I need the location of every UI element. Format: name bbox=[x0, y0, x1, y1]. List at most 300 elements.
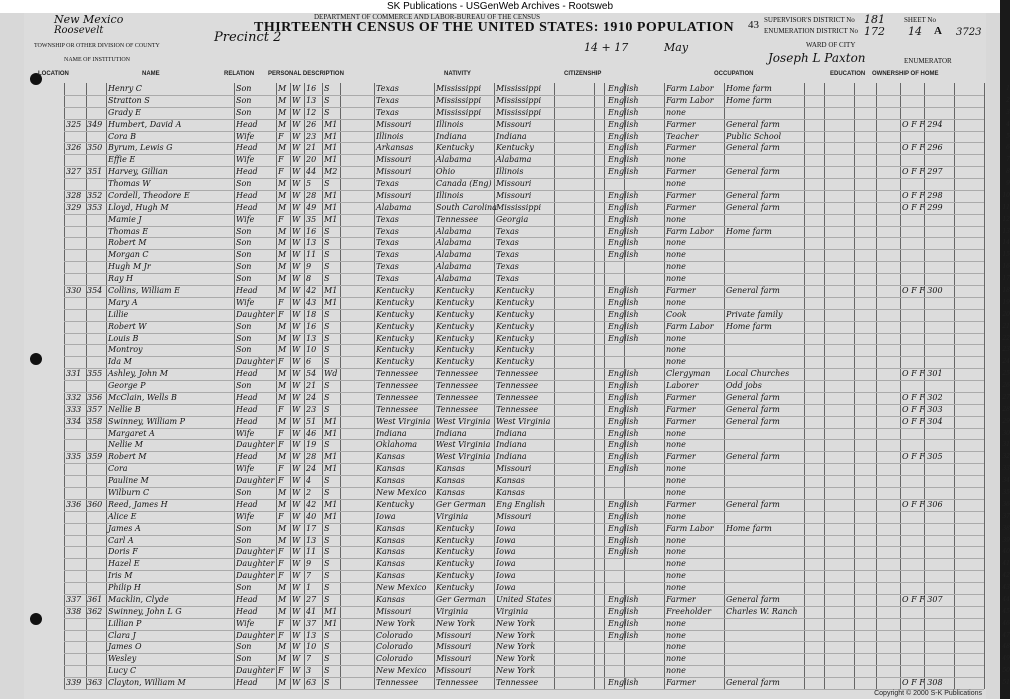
table-row bbox=[64, 380, 1010, 392]
cell-rel: Head bbox=[236, 190, 258, 200]
column-heading: OWNERSHIP OF HOME bbox=[872, 71, 939, 77]
cell-fam: 353 bbox=[87, 202, 103, 212]
cell-name: Doris F bbox=[108, 547, 138, 557]
cell-birth: Missouri bbox=[376, 606, 412, 616]
line-number: 1 bbox=[1006, 85, 1010, 92]
cell-fbirth: Ohio bbox=[436, 167, 456, 177]
cell-sex: M bbox=[278, 452, 287, 462]
cell-fbirth: Tennessee bbox=[436, 404, 479, 414]
department-heading: DEPARTMENT OF COMMERCE AND LABOR-BUREAU OF THE CENSUS bbox=[314, 13, 541, 21]
cell-mbirth: New York bbox=[496, 630, 536, 640]
cell-fbirth: Kentucky bbox=[436, 547, 474, 557]
cell-rel: Daughter bbox=[236, 559, 275, 569]
cell-fbirth: Mississippi bbox=[436, 95, 482, 105]
cell-own: O F F 294 bbox=[902, 119, 943, 129]
table-row bbox=[64, 487, 1010, 499]
cell-fbirth: Kentucky bbox=[436, 583, 474, 593]
cell-ind: Home farm bbox=[726, 226, 772, 236]
cell-sex: M bbox=[278, 250, 287, 260]
cell-dw: 338 bbox=[66, 606, 82, 616]
cell-age: 10 bbox=[306, 642, 317, 652]
line-number: 8 bbox=[1006, 168, 1010, 176]
cell-ms: S bbox=[324, 357, 330, 367]
line-number: 48 bbox=[1002, 643, 1010, 651]
table-row bbox=[64, 475, 1010, 487]
cell-fbirth: West Virginia bbox=[436, 440, 491, 450]
cell-ms: S bbox=[324, 488, 330, 497]
cell-occ: none bbox=[666, 333, 686, 343]
cell-sex: M bbox=[278, 202, 287, 212]
cell-fbirth: Virginia bbox=[436, 511, 469, 521]
cell-occ: none bbox=[666, 297, 686, 307]
cell-rel: Head bbox=[236, 369, 258, 379]
cell-ms: M1 bbox=[324, 190, 338, 200]
line-number: 45 bbox=[1002, 607, 1010, 615]
cell-mbirth: Texas bbox=[496, 262, 519, 272]
cell-ms: S bbox=[324, 381, 330, 391]
cell-age: 28 bbox=[306, 452, 317, 462]
cell-dw: 336 bbox=[66, 499, 82, 509]
cell-name: Hazel E bbox=[108, 559, 140, 569]
cell-birth: New Mexico bbox=[376, 666, 427, 676]
cell-race: W bbox=[292, 345, 301, 355]
cell-rel: Son bbox=[236, 345, 252, 355]
cell-sex: M bbox=[278, 535, 287, 545]
cell-race: W bbox=[292, 309, 301, 319]
cell-ms: S bbox=[324, 559, 330, 569]
cell-age: 28 bbox=[306, 190, 317, 200]
cell-ms: M1 bbox=[324, 464, 338, 474]
cell-ind: Home farm bbox=[726, 321, 772, 331]
cell-race: W bbox=[292, 440, 301, 450]
line-number: 23 bbox=[1002, 346, 1010, 354]
cell-name: Robert M bbox=[108, 452, 147, 462]
cell-ms: M1 bbox=[324, 202, 338, 212]
table-row bbox=[64, 677, 1010, 689]
cell-mbirth: Texas bbox=[496, 226, 519, 236]
cell-lang: English bbox=[608, 309, 639, 319]
cell-name: Lillian P bbox=[108, 618, 142, 628]
cell-fbirth: Kentucky bbox=[436, 333, 474, 343]
cell-sex: F bbox=[278, 440, 284, 450]
cell-ms: M1 bbox=[324, 452, 338, 462]
cell-mbirth: Mississippi bbox=[496, 84, 542, 93]
cell-fbirth: Mississippi bbox=[436, 84, 482, 93]
cell-mbirth: Virginia bbox=[496, 606, 529, 616]
cell-name: Byrum, Lewis G bbox=[108, 143, 173, 153]
table-row bbox=[64, 321, 1010, 333]
cell-occ: none bbox=[666, 274, 686, 284]
cell-age: 49 bbox=[306, 202, 317, 212]
cell-race: W bbox=[292, 583, 301, 593]
cell-fam: 357 bbox=[87, 404, 103, 414]
cell-name: Swinney, John L G bbox=[108, 606, 182, 616]
cell-race: W bbox=[292, 392, 301, 402]
table-row bbox=[64, 404, 1010, 416]
cell-rel: Daughter bbox=[236, 476, 275, 486]
cell-name: Lillie bbox=[108, 309, 129, 319]
cell-fbirth: Missouri bbox=[436, 642, 472, 652]
cell-age: 40 bbox=[306, 511, 317, 521]
cell-mbirth: Tennessee bbox=[496, 381, 539, 391]
cell-occ: none bbox=[666, 666, 686, 676]
line-number: 24 bbox=[1002, 358, 1010, 366]
cell-race: W bbox=[292, 535, 301, 545]
cell-age: 13 bbox=[306, 333, 317, 343]
table-row bbox=[64, 83, 1010, 95]
cell-age: 42 bbox=[306, 286, 317, 295]
cell-rel: Head bbox=[236, 143, 258, 153]
cell-age: 41 bbox=[306, 606, 317, 616]
cell-ind: General farm bbox=[726, 678, 780, 688]
cell-mbirth: Missouri bbox=[496, 119, 532, 129]
binder-hole-icon bbox=[30, 353, 42, 365]
cell-ms: S bbox=[324, 309, 330, 319]
cell-birth: Tennessee bbox=[376, 404, 419, 414]
cell-mbirth: New York bbox=[496, 654, 536, 664]
cell-fam: 351 bbox=[87, 167, 103, 177]
column-heading: LOCATION bbox=[38, 71, 69, 77]
cell-sex: M bbox=[278, 488, 287, 497]
cell-lang: English bbox=[608, 250, 639, 260]
cell-rel: Wife bbox=[236, 214, 255, 224]
cell-age: 23 bbox=[306, 404, 317, 414]
cell-ms: M1 bbox=[324, 618, 338, 628]
cell-birth: Missouri bbox=[376, 167, 412, 177]
cell-fbirth: Kentucky bbox=[436, 297, 474, 307]
cell-race: W bbox=[292, 262, 301, 272]
line-number: 5 bbox=[1006, 132, 1010, 140]
column-heading: EDUCATION bbox=[830, 71, 866, 77]
cell-lang: English bbox=[608, 594, 639, 604]
cell-race: W bbox=[292, 143, 301, 153]
cell-ms: Wd bbox=[324, 369, 338, 379]
cell-race: W bbox=[292, 678, 301, 688]
cell-occ: Farmer bbox=[666, 416, 696, 426]
cell-ms: S bbox=[324, 630, 330, 640]
cell-race: W bbox=[292, 571, 301, 581]
cell-lang: English bbox=[608, 618, 639, 628]
cell-own: O F F 300 bbox=[902, 286, 943, 295]
cell-occ: none bbox=[666, 630, 686, 640]
cell-lang: English bbox=[608, 404, 639, 414]
cell-fbirth: Alabama bbox=[436, 262, 472, 272]
table-row bbox=[64, 226, 1010, 238]
column-rule bbox=[984, 83, 985, 689]
cell-birth: Kansas bbox=[376, 535, 405, 545]
line-number: 42 bbox=[1002, 572, 1010, 580]
cell-birth: Missouri bbox=[376, 119, 412, 129]
cell-fbirth: South Carolina bbox=[436, 202, 497, 212]
cell-occ: none bbox=[666, 464, 686, 474]
cell-name: Thomas E bbox=[108, 226, 149, 236]
cell-mbirth: Texas bbox=[496, 274, 519, 284]
cell-age: 54 bbox=[306, 369, 317, 379]
cell-birth: Texas bbox=[376, 107, 399, 117]
cell-birth: Texas bbox=[376, 95, 399, 105]
cell-ms: S bbox=[324, 523, 330, 533]
cell-occ: none bbox=[666, 214, 686, 224]
table-row bbox=[64, 594, 1010, 606]
enumerated-month: May bbox=[664, 41, 689, 54]
cell-name: McClain, Wells B bbox=[108, 392, 177, 402]
cell-rel: Wife bbox=[236, 428, 255, 438]
cell-rel: Wife bbox=[236, 618, 255, 628]
cell-lang: English bbox=[608, 452, 639, 462]
cell-occ: Farmer bbox=[666, 143, 696, 153]
cell-age: 20 bbox=[306, 155, 317, 165]
line-number: 10 bbox=[1002, 191, 1010, 199]
sheet-number: 14 bbox=[908, 25, 922, 38]
cell-ms: S bbox=[324, 345, 330, 355]
cell-lang: English bbox=[608, 499, 639, 509]
cell-ind: General farm bbox=[726, 594, 780, 604]
line-number: 19 bbox=[1002, 298, 1010, 306]
binder-hole-icon bbox=[30, 613, 42, 625]
cell-sex: F bbox=[278, 464, 284, 474]
cell-name: Grady E bbox=[108, 107, 142, 117]
line-number: 51 bbox=[1002, 679, 1010, 687]
cell-mbirth: Iowa bbox=[496, 583, 516, 593]
cell-ms: S bbox=[324, 392, 330, 402]
cell-birth: Texas bbox=[376, 274, 399, 284]
cell-rel: Son bbox=[236, 262, 252, 272]
cell-birth: Kansas bbox=[376, 559, 405, 569]
cell-occ: Farmer bbox=[666, 678, 696, 688]
cell-mbirth: Kentucky bbox=[496, 333, 534, 343]
cell-fbirth: Canada (Eng) bbox=[436, 179, 492, 189]
cell-age: 7 bbox=[306, 571, 312, 581]
cell-dw: 337 bbox=[66, 594, 82, 604]
table-row bbox=[64, 428, 1010, 440]
column-heading: RELATION bbox=[224, 71, 255, 77]
cell-rel: Head bbox=[236, 416, 258, 426]
cell-race: W bbox=[292, 155, 301, 165]
cell-ms: S bbox=[324, 238, 330, 248]
cell-occ: none bbox=[666, 511, 686, 521]
cell-mbirth: Iowa bbox=[496, 523, 516, 533]
line-number: 15 bbox=[1002, 251, 1010, 259]
cell-sex: F bbox=[278, 571, 284, 581]
cell-race: W bbox=[292, 630, 301, 640]
cell-birth: Missouri bbox=[376, 155, 412, 165]
line-number: 20 bbox=[1002, 310, 1010, 318]
cell-occ: none bbox=[666, 238, 686, 248]
cell-fam: 354 bbox=[87, 286, 103, 295]
cell-ind: General farm bbox=[726, 416, 780, 426]
ward-label: WARD OF CITY bbox=[806, 41, 856, 49]
cell-fbirth: Missouri bbox=[436, 666, 472, 676]
line-number: 16 bbox=[1002, 263, 1010, 271]
cell-ind: Public School bbox=[726, 131, 782, 141]
line-number: 47 bbox=[1002, 631, 1010, 639]
cell-fbirth: Kentucky bbox=[436, 345, 474, 355]
cell-lang: English bbox=[608, 511, 639, 521]
cell-rel: Wife bbox=[236, 464, 255, 474]
cell-name: Wilburn C bbox=[108, 488, 150, 497]
table-row bbox=[64, 154, 1010, 166]
cell-own: O F F 306 bbox=[902, 499, 943, 509]
cell-occ: Farmer bbox=[666, 392, 696, 402]
cell-fbirth: Tennessee bbox=[436, 392, 479, 402]
cell-age: 51 bbox=[306, 416, 317, 426]
cell-race: W bbox=[292, 606, 301, 616]
cell-dw: 333 bbox=[66, 404, 82, 414]
corner-note: 3723 bbox=[956, 27, 982, 38]
line-number: 40 bbox=[1002, 548, 1010, 556]
cell-lang: English bbox=[608, 155, 639, 165]
cell-ind: Home farm bbox=[726, 95, 772, 105]
column-heading: NAME bbox=[142, 71, 160, 77]
cell-race: W bbox=[292, 238, 301, 248]
cell-rel: Daughter bbox=[236, 440, 275, 450]
cell-rel: Daughter bbox=[236, 630, 275, 640]
line-number: 46 bbox=[1002, 619, 1010, 627]
cell-sex: M bbox=[278, 583, 287, 593]
cell-ms: S bbox=[324, 262, 330, 272]
cell-age: 46 bbox=[306, 428, 317, 438]
cell-occ: none bbox=[666, 155, 686, 165]
census-table bbox=[64, 83, 1010, 689]
cell-occ: Clergyman bbox=[666, 369, 711, 379]
cell-mbirth: New York bbox=[496, 642, 536, 652]
cell-race: W bbox=[292, 452, 301, 462]
cell-fbirth: Kentucky bbox=[436, 535, 474, 545]
table-row bbox=[64, 416, 1010, 428]
table-row bbox=[64, 665, 1010, 677]
enumerated-date: 14 + 17 bbox=[584, 41, 629, 54]
cell-mbirth: Kentucky bbox=[496, 345, 534, 355]
institution-label: NAME OF INSTITUTION bbox=[64, 57, 130, 63]
cell-occ: Farmer bbox=[666, 202, 696, 212]
cell-name: Louis B bbox=[108, 333, 139, 343]
cell-lang: English bbox=[608, 606, 639, 616]
cell-birth: Kentucky bbox=[376, 286, 414, 295]
line-number: 3 bbox=[1006, 108, 1010, 116]
cell-fbirth: West Virginia bbox=[436, 452, 491, 462]
cell-ind: General farm bbox=[726, 452, 780, 462]
cell-occ: Farm Labor bbox=[666, 523, 714, 533]
cell-fam: 358 bbox=[87, 416, 103, 426]
cell-age: 13 bbox=[306, 238, 317, 248]
line-number: 36 bbox=[1002, 500, 1010, 508]
cell-name: Effie E bbox=[108, 155, 136, 165]
cell-occ: none bbox=[666, 179, 686, 189]
cell-rel: Son bbox=[236, 107, 252, 117]
cell-birth: Tennessee bbox=[376, 392, 419, 402]
cell-fbirth: Ger German bbox=[436, 499, 486, 509]
cell-age: 13 bbox=[306, 95, 317, 105]
cell-dw: 335 bbox=[66, 452, 82, 462]
cell-fbirth: Tennessee bbox=[436, 369, 479, 379]
cell-race: W bbox=[292, 559, 301, 569]
cell-own: O F F 298 bbox=[902, 190, 943, 200]
cell-lang: English bbox=[608, 321, 639, 331]
cell-lang: English bbox=[608, 214, 639, 224]
cell-ms: M1 bbox=[324, 499, 338, 509]
cell-occ: none bbox=[666, 357, 686, 367]
cell-sex: F bbox=[278, 630, 284, 640]
cell-birth: Missouri bbox=[376, 190, 412, 200]
cell-lang: English bbox=[608, 523, 639, 533]
cell-fam: 349 bbox=[87, 119, 103, 129]
cell-own: O F F 301 bbox=[902, 369, 943, 379]
line-number: 30 bbox=[1002, 429, 1010, 437]
line-number: 39 bbox=[1002, 536, 1010, 544]
cell-sex: M bbox=[278, 345, 287, 355]
census-title: THIRTEENTH CENSUS OF THE UNITED STATES: 1910 POPULATION bbox=[254, 20, 735, 35]
table-row bbox=[64, 582, 1010, 594]
cell-age: 13 bbox=[306, 630, 317, 640]
township-label: TOWNSHIP OR OTHER DIVISION OF COUNTY bbox=[34, 43, 160, 49]
cell-age: 19 bbox=[306, 440, 317, 450]
cell-birth: Alabama bbox=[376, 202, 412, 212]
cell-fbirth: Alabama bbox=[436, 155, 472, 165]
cell-occ: none bbox=[666, 571, 686, 581]
cell-mbirth: Alabama bbox=[496, 155, 532, 165]
cell-mbirth: Iowa bbox=[496, 547, 516, 557]
cell-fbirth: Mississippi bbox=[436, 107, 482, 117]
cell-race: W bbox=[292, 179, 301, 189]
cell-rel: Daughter bbox=[236, 547, 275, 557]
line-number: 27 bbox=[1002, 393, 1010, 401]
cell-name: Hugh M Jr bbox=[108, 262, 151, 272]
cell-fbirth: Indiana bbox=[436, 131, 467, 141]
cell-birth: New Mexico bbox=[376, 488, 427, 497]
cell-dw: 330 bbox=[66, 286, 82, 295]
table-row bbox=[64, 546, 1010, 558]
cell-ind: Local Churches bbox=[726, 369, 790, 379]
cell-age: 43 bbox=[306, 297, 317, 307]
enumerator-label: ENUMERATOR bbox=[904, 57, 952, 65]
cell-lang: English bbox=[608, 381, 639, 391]
table-row bbox=[64, 202, 1010, 214]
cell-own: O F F 297 bbox=[902, 167, 943, 177]
line-number: 32 bbox=[1002, 453, 1010, 461]
cell-own: O F F 296 bbox=[902, 143, 943, 153]
cell-mbirth: Eng English bbox=[496, 499, 546, 509]
line-number: 43 bbox=[1002, 584, 1010, 592]
cell-ms: M1 bbox=[324, 416, 338, 426]
cell-ms: M1 bbox=[324, 143, 338, 153]
line-number: 25 bbox=[1002, 370, 1010, 378]
cell-sex: F bbox=[278, 404, 284, 414]
cell-ms: S bbox=[324, 333, 330, 343]
cell-age: 12 bbox=[306, 107, 317, 117]
line-number: 26 bbox=[1002, 382, 1010, 390]
cell-birth: Kentucky bbox=[376, 321, 414, 331]
cell-race: W bbox=[292, 523, 301, 533]
cell-fbirth: Kentucky bbox=[436, 559, 474, 569]
cell-sex: F bbox=[278, 428, 284, 438]
cell-race: W bbox=[292, 357, 301, 367]
cell-fbirth: Kentucky bbox=[436, 571, 474, 581]
cell-ms: M1 bbox=[324, 297, 338, 307]
table-row bbox=[64, 285, 1010, 297]
cell-mbirth: New York bbox=[496, 618, 536, 628]
cell-name: Reed, James H bbox=[108, 499, 168, 509]
cell-name: Nellie B bbox=[108, 404, 141, 414]
cell-ms: S bbox=[324, 250, 330, 260]
cell-rel: Son bbox=[236, 274, 252, 284]
cell-lang: English bbox=[608, 95, 639, 105]
cell-sex: M bbox=[278, 179, 287, 189]
cell-rel: Head bbox=[236, 202, 258, 212]
cell-dw: 334 bbox=[66, 416, 82, 426]
cell-rel: Head bbox=[236, 404, 258, 414]
cell-age: 4 bbox=[306, 476, 312, 486]
cell-name: Swinney, William P bbox=[108, 416, 186, 426]
